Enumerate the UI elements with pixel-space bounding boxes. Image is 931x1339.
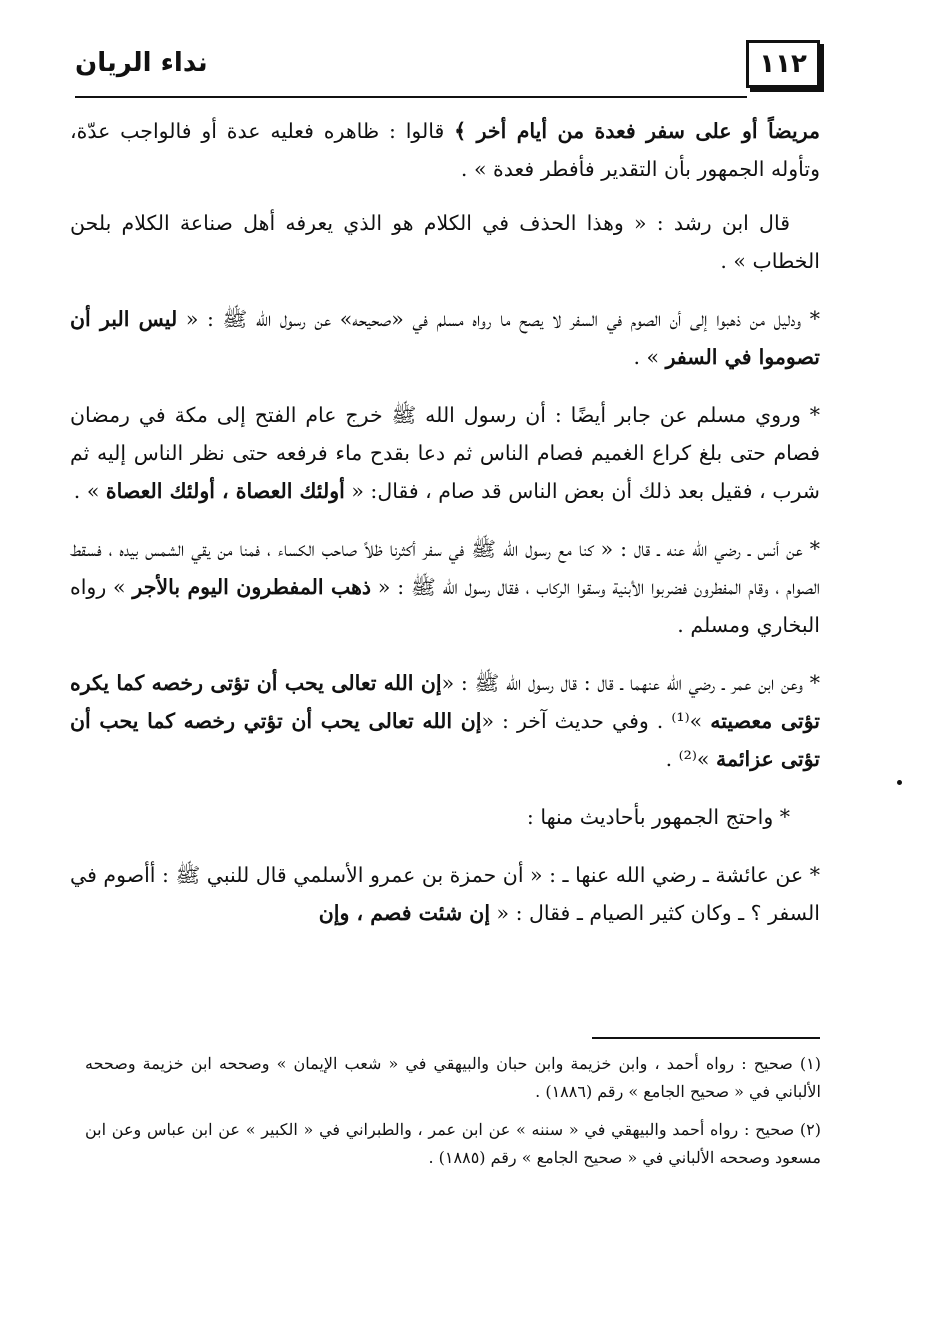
paragraph-text: قال ابن رشد : « وهذا الحذف في الكلام هو الذي يعرفه أهل صناعة الكلام بلحن الخطاب » . (70, 211, 820, 273)
paragraph-text: * عن أنس ـ رضي الله عنه ـ قال : « كنا مع رسول الله ﷺ في سفر أكثرنا ظلاً صاحب الكساء ، فمنا من يقي الشمس بيده ، فسقط الصوام ، وقام المفطرون فضربوا الأبنية وسقوا الركاب ، فقال رسول الله ﷺ : « (70, 537, 821, 599)
paragraph-text: * واحتج الجمهور بأحاديث منها : (526, 805, 790, 829)
footnote-number: (٢) (799, 1120, 821, 1139)
header-rule (75, 96, 747, 98)
body-text (70, 112, 820, 952)
hadith-text: إن شئت فصم ، وإن (318, 901, 491, 925)
paragraph (70, 856, 820, 932)
footnote-number: (١) (799, 1054, 821, 1073)
page-number: ١١٢ (759, 49, 807, 79)
hadith-text: مريضاً أو على سفر فعدة من أيام أخر ﴾ (454, 119, 821, 143)
paragraph (70, 798, 820, 836)
paragraph-text: »⁽²⁾ . (665, 747, 716, 771)
page-number-box (746, 40, 820, 88)
paragraph (70, 664, 820, 778)
book-title: نداء الريان (75, 48, 208, 78)
paragraph-text: » رواه البخاري ومسلم . (70, 575, 820, 637)
paragraph-text: * وروي مسلم عن جابر أيضًا : أن رسول الله ﷺ خرج عام الفتح إلى مكة في رمضان فصام حتى بلغ كراع الغميم فصام الناس ثم دعا بقدح ماء فرفعه حتى نظر الناس إليه ثم شرب ، فقيل بعد ذلك أن بعض الناس قد صام ، فقال: « (70, 403, 820, 503)
paragraph (70, 112, 820, 188)
hadith-text: إن الله تعالى يحب أن تؤتي رخصه كما يحب أن تؤتى عزائمة (70, 709, 820, 771)
footnote (85, 1050, 821, 1106)
hadith-text: أولئك العصاة ، أولئك العصاة (105, 479, 345, 503)
paragraph (70, 530, 820, 644)
paragraph-text: * وعن ابن عمر ـ رضي الله عنهما ـ قال : قال رسول الله ﷺ : « (441, 671, 820, 695)
hadith-text: ذهب المفطرون اليوم بالأجر (132, 575, 372, 599)
paragraph (70, 300, 820, 376)
footnote-text: صحيح : رواه أحمد ، وابن خزيمة وابن حبان والبيهقي في « شعب الإيمان » وصححه ابن خزيمة وصححه الألباني في « صحيح الجامع » رقم (١٨٨٦) . (85, 1054, 821, 1101)
page-header (75, 40, 820, 98)
paragraph (70, 204, 820, 280)
footnote-text: صحيح : رواه أحمد والبيهقي في « سننه » عن ابن عمر ، والطبراني في « الكبير » عن ابن عباس وعن ابن مسعود وصححه الألباني في « صحيح الجامع » رقم (١٨٨٥) . (85, 1120, 821, 1167)
footnote (85, 1116, 821, 1172)
paragraph-text: قالوا : ظاهره فعليه عدة أو فالواجب عدّة، وتأوله الجمهور بأن التقدير فأفطر فعدة » . (70, 119, 820, 181)
footnotes (85, 1050, 821, 1182)
hadith-text: إن الله تعالى يحب أن تؤتى رخصه كما يكره تؤتى معصيته (70, 671, 820, 733)
paragraph-text: »⁽¹⁾ . وفي حديث آخر : « (481, 709, 711, 733)
paragraph-text: » . (633, 345, 666, 369)
paragraph-text: » . (73, 479, 106, 503)
paragraph-text: * ودليل من ذهبوا إلى أن الصوم في السفر لا يصح ما رواه مسلم في «صحيحه» عن رسول الله ﷺ : « (177, 307, 821, 331)
paragraph (70, 396, 820, 510)
paragraph-text: * عن عائشة ـ رضي الله عنها ـ : « أن حمزة بن عمرو الأسلمي قال للنبي ﷺ : أأصوم في السفر ؟ ـ وكان كثير الصيام ـ فقال : « (70, 863, 820, 925)
hadith-text: ليس البر أن تصوموا في السفر (70, 307, 820, 369)
footnote-rule (592, 1037, 820, 1039)
margin-mark (897, 780, 902, 785)
